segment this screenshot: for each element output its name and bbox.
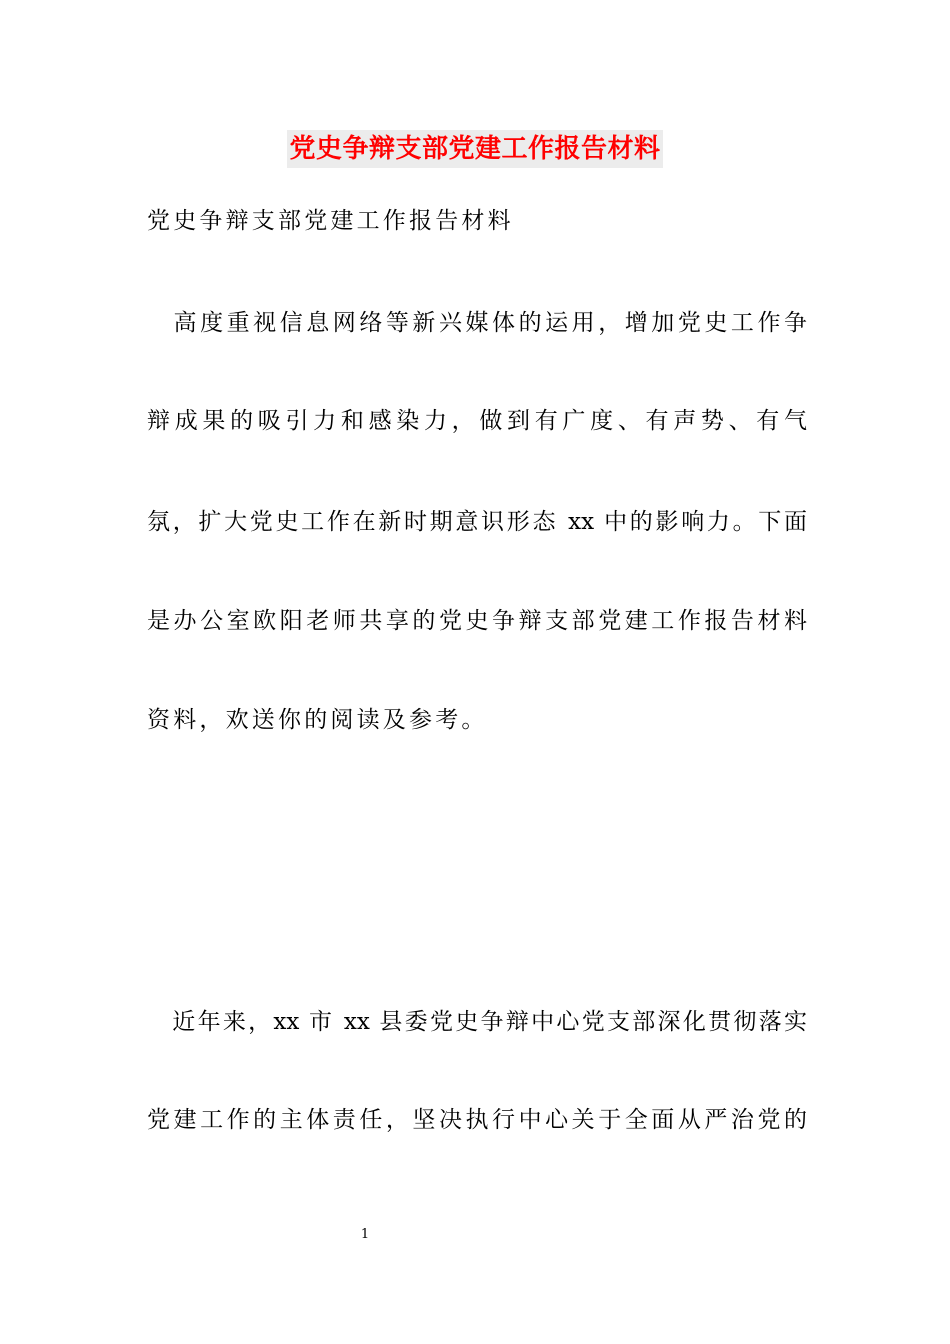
paragraph-1-line-3: 氛，扩大党史工作在新时期意识形态 xx 中的影响力。下面 xyxy=(147,509,807,535)
paragraph-1-line-4: 是办公室欧阳老师共享的党史争辩支部党建工作报告材料 xyxy=(147,608,807,634)
paragraph-1-line-1: 高度重视信息网络等新兴媒体的运用，增加党史工作争 xyxy=(147,310,807,336)
title-container xyxy=(0,130,950,168)
document-subtitle: 党史争辩支部党建工作报告材料 xyxy=(147,208,514,234)
paragraph-1-line-2: 辩成果的吸引力和感染力，做到有广度、有声势、有气 xyxy=(147,408,807,434)
page-number: 1 xyxy=(360,1227,370,1242)
document-title: 党史争辩支部党建工作报告材料 xyxy=(287,130,662,168)
paragraph-2-line-2: 党建工作的主体责任，坚决执行中心关于全面从严治党的 xyxy=(147,1107,807,1133)
paragraph-2-line-1: 近年来，xx 市 xx 县委党史争辩中心党支部深化贯彻落实 xyxy=(147,1009,807,1035)
paragraph-1-line-5: 资料，欢送你的阅读及参考。 xyxy=(147,707,488,733)
